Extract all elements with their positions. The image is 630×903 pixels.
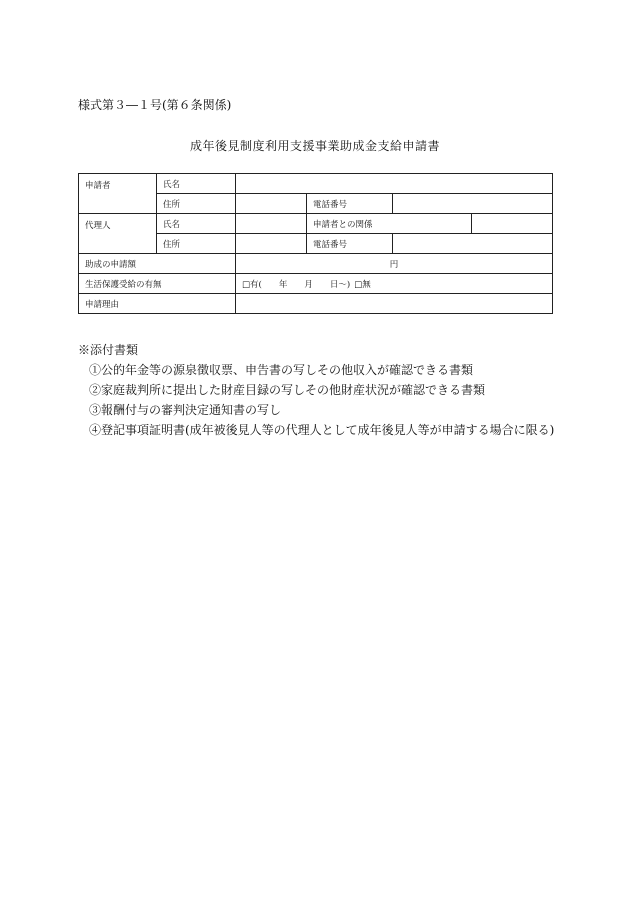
- table-row: [79, 274, 553, 294]
- welfare-options: [236, 274, 553, 294]
- applicant-name-label: 氏名: [157, 174, 236, 194]
- table-row: [79, 254, 553, 274]
- agent-phone-label: 電話番号: [307, 234, 393, 254]
- attachment-item: ①公的年金等の源泉徴収票、申告書の写しその他収入が確認できる書類: [89, 363, 474, 377]
- grant-amount-label: 助成の申請額: [79, 254, 236, 274]
- agent-phone-field[interactable]: [393, 234, 553, 254]
- applicant-name-field[interactable]: [236, 174, 553, 194]
- applicant-address-label: 住所: [157, 194, 236, 214]
- reason-label: 申請理由: [79, 294, 236, 314]
- document-title: 成年後見制度利用支援事業助成金支給申請書: [189, 139, 440, 153]
- applicant-phone-field[interactable]: [393, 194, 553, 214]
- table-row: [79, 214, 553, 234]
- table-row: [79, 174, 553, 194]
- application-table: [78, 173, 553, 314]
- applicant-label: 申請者: [79, 174, 157, 214]
- grant-amount-field[interactable]: [236, 254, 553, 274]
- agent-label: 代理人: [79, 214, 157, 254]
- welfare-label: 生活保護受給の有無: [79, 274, 236, 294]
- welfare-no-checkbox[interactable]: □無: [354, 279, 371, 290]
- welfare-yes-checkbox[interactable]: □有( 年 月 日～): [242, 279, 351, 290]
- form-number: 様式第３―１号(第６条関係): [78, 98, 232, 112]
- agent-address-field[interactable]: [236, 234, 307, 254]
- agent-name-label: 氏名: [157, 214, 236, 234]
- attachment-item: ③報酬付与の審判決定通知書の写し: [89, 403, 282, 417]
- attachments-heading: ※添付書類: [78, 343, 139, 357]
- yen-unit: 円: [389, 259, 399, 270]
- agent-relation-field[interactable]: [472, 214, 553, 234]
- attachment-item: ②家庭裁判所に提出した財産目録の写しその他財産状況が確認できる書類: [89, 383, 486, 397]
- reason-field[interactable]: [236, 294, 553, 314]
- table-row: [79, 294, 553, 314]
- applicant-phone-label: 電話番号: [307, 194, 393, 214]
- agent-address-label: 住所: [157, 234, 236, 254]
- agent-name-field[interactable]: [236, 214, 307, 234]
- applicant-address-field[interactable]: [236, 194, 307, 214]
- attachment-item: ④登記事項証明書(成年被後見人等の代理人として成年後見人等が申請する場合に限る): [89, 423, 555, 437]
- attachments-section: [78, 340, 554, 440]
- agent-relation-label: 申請者との関係: [307, 214, 472, 234]
